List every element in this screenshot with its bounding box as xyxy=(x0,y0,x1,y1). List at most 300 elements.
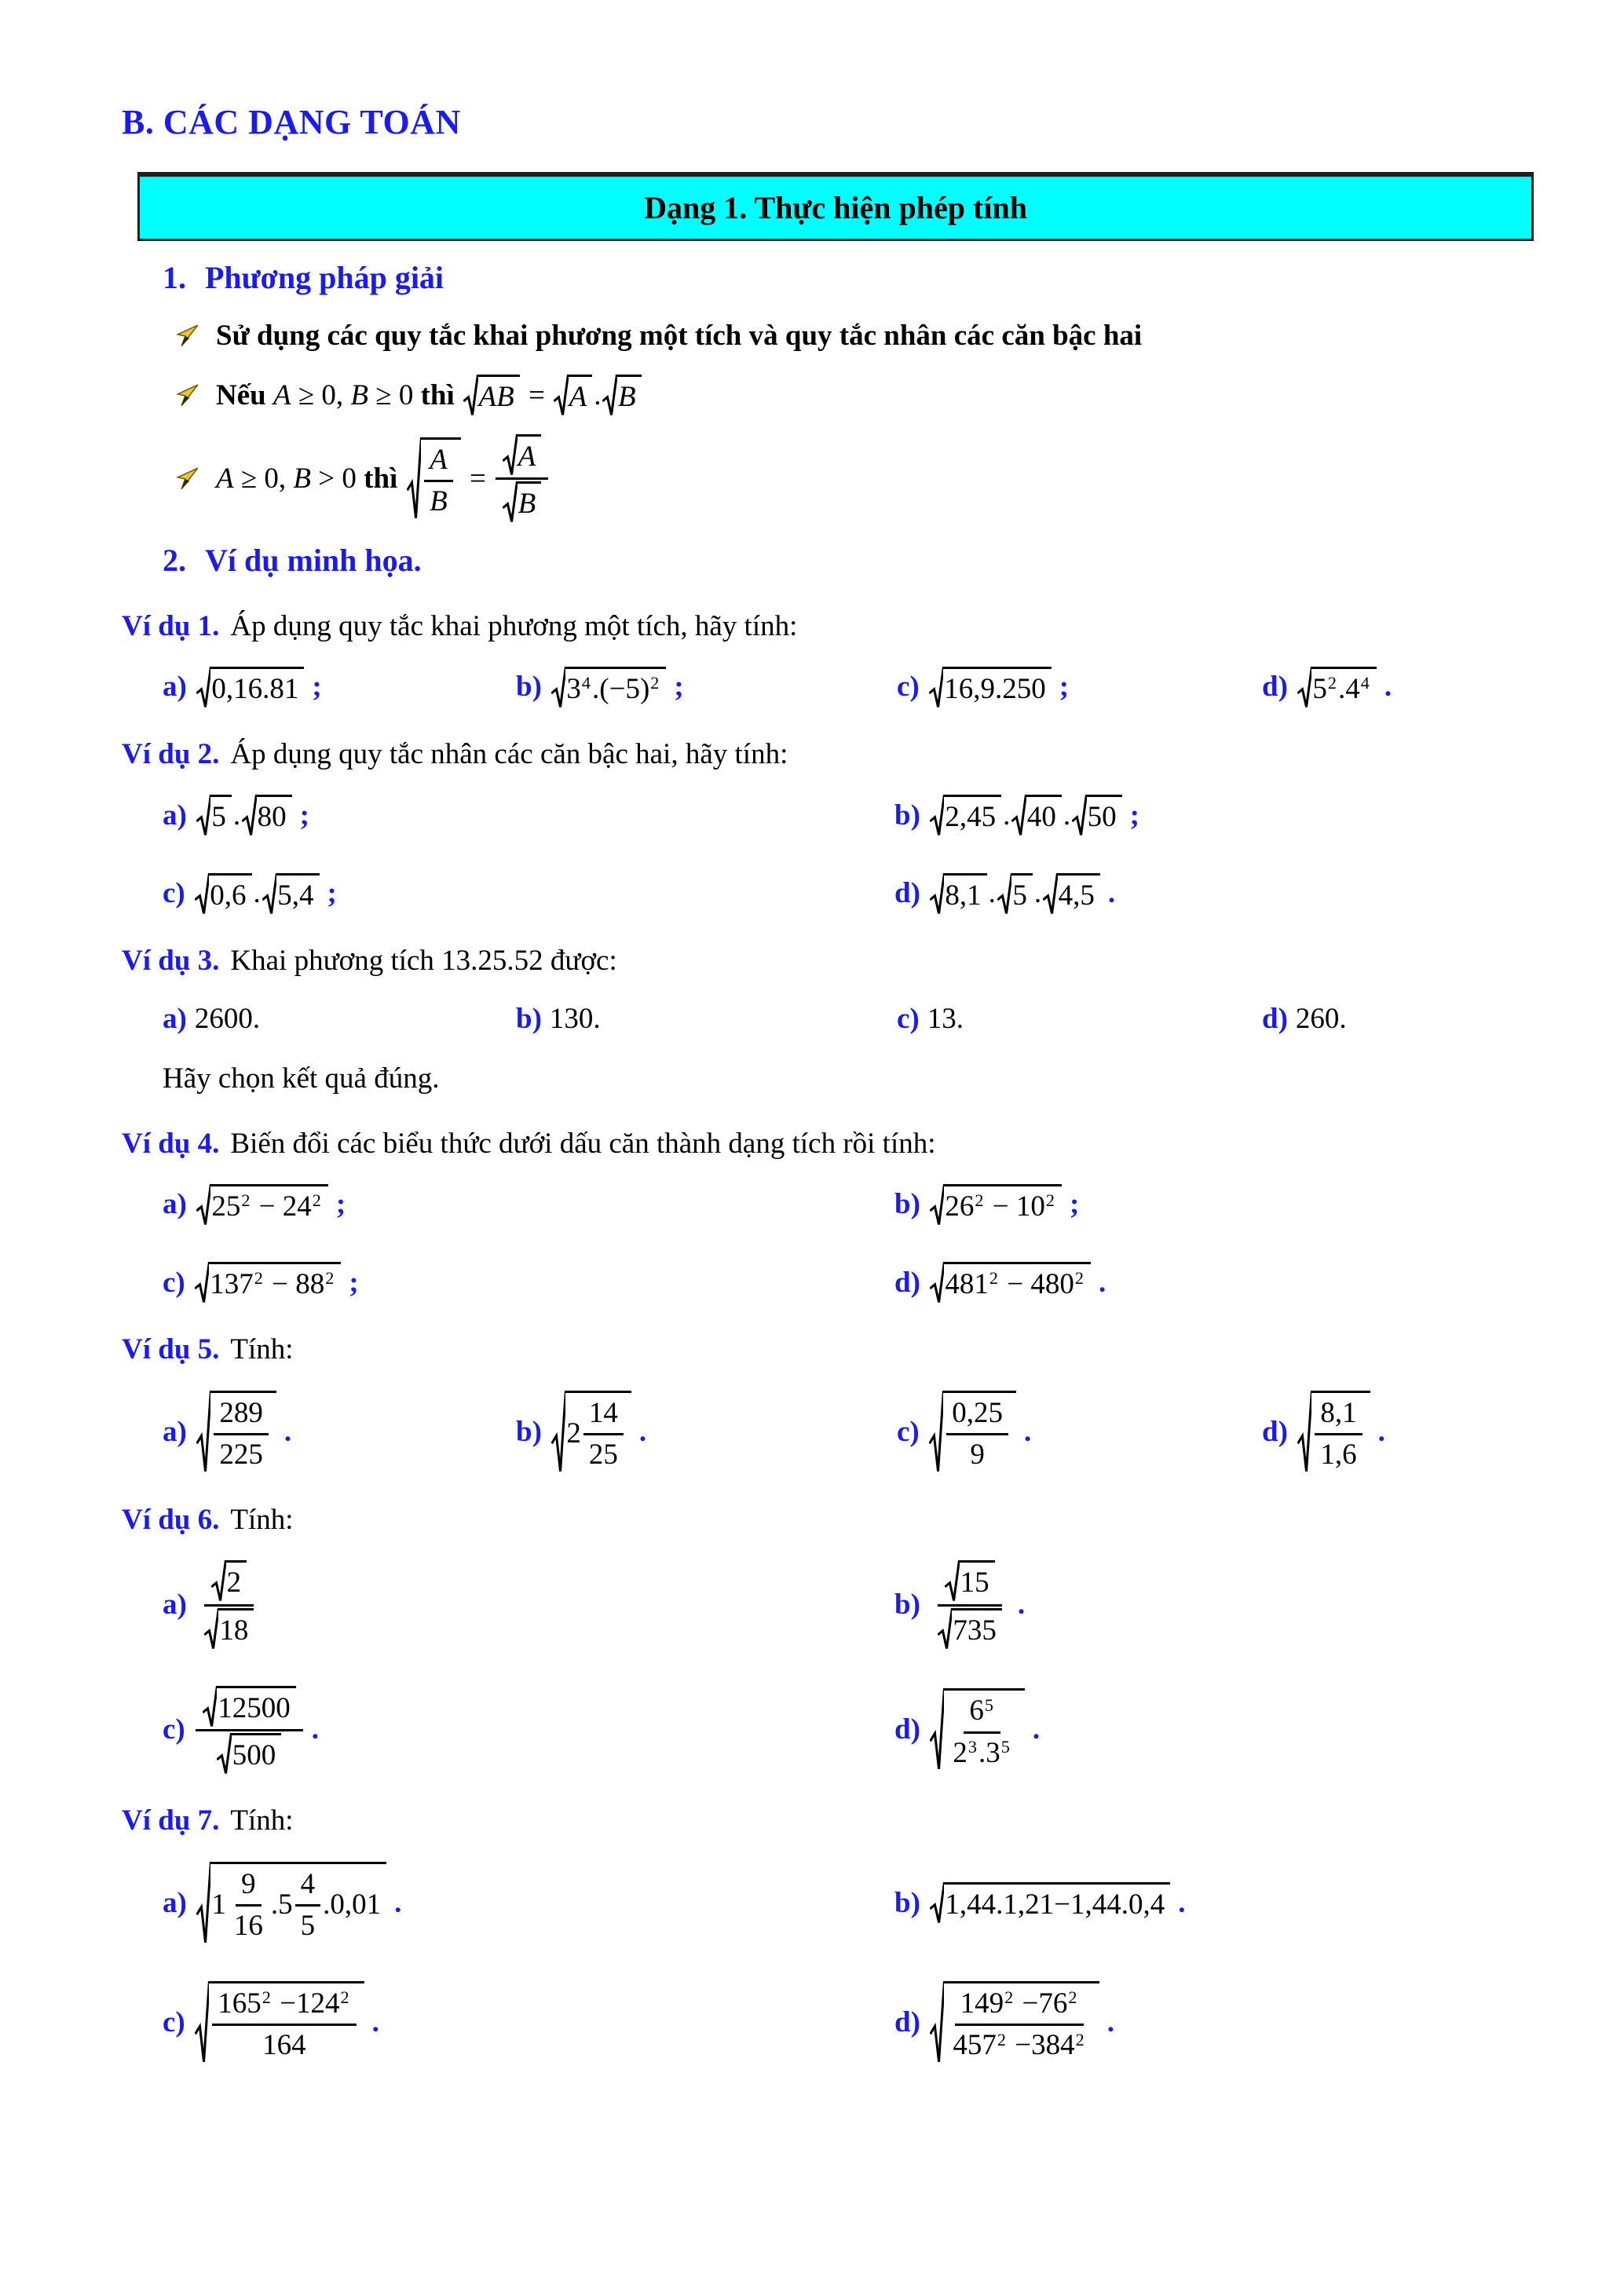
radical-sign-icon xyxy=(930,1184,945,1226)
option-punctuation: . xyxy=(1032,1713,1041,1746)
option-item xyxy=(516,1391,897,1475)
example-header xyxy=(122,1332,1538,1368)
fraction xyxy=(931,1560,1009,1650)
math-expression xyxy=(927,1391,1018,1475)
radicand: 12500 xyxy=(216,1686,296,1727)
radicand: AB xyxy=(477,375,520,416)
option-item xyxy=(163,1981,894,2065)
fraction xyxy=(214,1395,269,1474)
math-expression xyxy=(928,1882,1172,1924)
option-item xyxy=(163,1391,516,1475)
square-root xyxy=(196,667,305,708)
option-item xyxy=(163,1184,894,1226)
option-item xyxy=(516,1001,897,1037)
option-item xyxy=(163,1862,894,1946)
math-expression: 13. xyxy=(927,1003,964,1035)
math-expression xyxy=(928,1981,1101,2065)
denominator: 2 3 .3 5 xyxy=(953,1736,1010,1769)
option-item xyxy=(894,1184,1538,1226)
option-letter: d) xyxy=(1262,1003,1288,1035)
radicand: 5,4 xyxy=(276,873,319,915)
math-expression xyxy=(1296,667,1378,708)
option-punctuation: ; xyxy=(1069,1188,1080,1221)
example-options xyxy=(163,1560,1538,1775)
square-root xyxy=(204,1608,254,1650)
example-header xyxy=(122,1126,1538,1162)
math-expression xyxy=(928,1184,1063,1226)
radicand xyxy=(208,1981,364,2065)
option-item xyxy=(894,1560,1538,1650)
option-item xyxy=(894,873,1538,915)
method-bullet xyxy=(174,434,1538,524)
example-block xyxy=(122,1803,1538,2064)
radicand: 2 xyxy=(225,1560,247,1602)
square-root xyxy=(242,795,292,836)
example-block xyxy=(122,1502,1538,1775)
fraction xyxy=(295,1866,321,1945)
option-item xyxy=(894,1981,1538,2065)
radical-sign-icon xyxy=(196,667,211,708)
example-label: Ví dụ 3. xyxy=(122,944,220,977)
example-label: Ví dụ 7. xyxy=(122,1804,220,1837)
example-block xyxy=(122,1332,1538,1474)
arrow-bullet-icon xyxy=(174,323,200,349)
radical-sign-icon xyxy=(551,667,566,708)
example-block xyxy=(122,737,1538,915)
square-root xyxy=(211,1560,247,1602)
radical-sign-icon xyxy=(196,1184,211,1226)
radical-sign-icon xyxy=(938,1608,953,1650)
option-punctuation: ; xyxy=(335,1188,346,1221)
square-root xyxy=(217,1733,281,1775)
radical-sign-icon xyxy=(195,1981,210,2065)
radical-sign-icon xyxy=(930,873,945,915)
examples-heading-title: Ví dụ minh họa. xyxy=(205,542,422,578)
radicand: B xyxy=(616,375,642,416)
radical-sign-icon xyxy=(195,1262,210,1303)
radical-sign-icon xyxy=(242,795,257,836)
denominator xyxy=(496,480,548,523)
example-header xyxy=(122,609,1538,645)
example-intro: Tính: xyxy=(230,1333,294,1366)
radical-sign-icon xyxy=(211,1560,226,1602)
radical-sign-icon xyxy=(930,1882,945,1924)
fraction xyxy=(947,1986,1091,2064)
example-block xyxy=(122,1126,1538,1304)
example-label: Ví dụ 1. xyxy=(122,609,220,642)
radical-sign-icon xyxy=(929,667,944,708)
option-letter: b) xyxy=(894,1588,920,1621)
option-letter: a) xyxy=(163,1188,187,1221)
radicand: 735 xyxy=(951,1608,1002,1650)
square-root xyxy=(930,873,987,915)
radicand: 8,1 xyxy=(943,873,986,915)
option-punctuation: ; xyxy=(327,877,337,909)
radicand: 481 2 − 480 2 xyxy=(943,1262,1091,1303)
option-item xyxy=(1262,1001,1538,1037)
option-punctuation: . xyxy=(1377,1415,1385,1448)
numerator: 14 xyxy=(583,1395,624,1435)
denominator: B xyxy=(430,484,448,517)
radical-sign-icon xyxy=(503,481,518,523)
option-letter: a) xyxy=(163,1588,187,1621)
square-root xyxy=(503,481,541,523)
option-punctuation: ; xyxy=(312,671,322,704)
radicand xyxy=(942,1391,1016,1475)
math-expression xyxy=(195,667,306,708)
example-block xyxy=(122,609,1538,709)
option-letter: b) xyxy=(516,1003,542,1035)
fraction xyxy=(1315,1395,1362,1474)
denominator: 9 xyxy=(970,1438,985,1471)
square-root xyxy=(196,795,232,836)
square-root xyxy=(551,667,666,708)
page-heading: B. CÁC DẠNG TOÁN xyxy=(122,103,461,141)
math-expression xyxy=(195,1560,264,1650)
examples-list xyxy=(122,609,1538,2065)
option-letter: c) xyxy=(163,877,185,909)
radicand: 4,5 xyxy=(1057,873,1100,915)
option-letter: c) xyxy=(163,2006,185,2039)
fraction xyxy=(424,442,453,521)
square-root xyxy=(463,375,520,416)
square-root xyxy=(203,1686,296,1727)
math-expression xyxy=(927,667,1053,708)
option-letter: b) xyxy=(894,1188,920,1221)
radicand: 0,6 xyxy=(208,873,251,915)
math-expression: 8,1 . 5 . 4,5 xyxy=(928,873,1102,915)
example-label: Ví dụ 4. xyxy=(122,1127,220,1160)
example-intro: Áp dụng quy tắc nhân các căn bậc hai, hãy tính: xyxy=(230,738,788,770)
method-heading-number: 1. xyxy=(163,260,186,295)
square-root xyxy=(551,1391,631,1475)
option-punctuation: . xyxy=(371,2006,379,2039)
denominator: 25 xyxy=(588,1438,618,1471)
radicand: 50 xyxy=(1086,795,1122,836)
method-bullet xyxy=(174,375,1538,417)
option-punctuation: . xyxy=(283,1415,292,1448)
option-item xyxy=(163,1686,894,1775)
math-expression: 2600. xyxy=(194,1003,261,1035)
method-heading xyxy=(163,258,1538,298)
example-options xyxy=(163,1184,1538,1304)
radicand xyxy=(1311,1391,1370,1475)
radical-sign-icon xyxy=(930,795,945,836)
option-item xyxy=(894,1688,1538,1772)
banner-title: Dạng 1. Thực hiện phép tính xyxy=(644,189,1027,225)
math-expression xyxy=(193,1981,366,2065)
option-letter: c) xyxy=(163,1713,185,1746)
square-root xyxy=(945,1560,995,1602)
square-root xyxy=(1043,873,1100,915)
option-letter: c) xyxy=(897,671,920,704)
math-expression xyxy=(195,1391,278,1475)
option-letter: a) xyxy=(163,671,187,704)
denominator xyxy=(210,1731,288,1775)
radical-sign-icon xyxy=(997,873,1012,915)
option-punctuation: . xyxy=(1017,1588,1026,1621)
denominator: 1,6 xyxy=(1320,1438,1357,1471)
example-block xyxy=(122,943,1538,1098)
example-label: Ví dụ 2. xyxy=(122,738,220,770)
radicand: 40 xyxy=(1026,795,1062,836)
radical-sign-icon xyxy=(554,375,569,416)
arrow-bullet-icon xyxy=(174,382,200,409)
radical-sign-icon xyxy=(196,795,211,836)
square-root xyxy=(1072,795,1122,836)
denominator: 225 xyxy=(219,1438,263,1471)
radicand: 3 4 .(−5) 2 xyxy=(565,667,666,708)
fraction xyxy=(196,1686,303,1775)
math-expression: Sử dụng các quy tắc khai phương một tích và quy tắc nhân các căn bậc hai xyxy=(216,319,1143,352)
square-root xyxy=(930,1184,1062,1226)
option-item xyxy=(163,1262,894,1303)
example-options xyxy=(163,1391,1538,1475)
example-intro: Biến đổi các biểu thức dưới dấu căn thành dạng tích rồi tính: xyxy=(230,1127,936,1160)
option-letter: c) xyxy=(163,1266,185,1299)
option-item xyxy=(163,873,894,915)
square-root xyxy=(1011,795,1062,836)
option-letter: b) xyxy=(516,671,542,704)
example-options xyxy=(163,667,1538,708)
radical-sign-icon xyxy=(503,434,518,476)
square-root xyxy=(262,873,320,915)
numerator: 4 xyxy=(295,1866,321,1907)
numerator: 149 2 −76 2 xyxy=(955,1986,1084,2026)
numerator: 9 xyxy=(236,1866,262,1907)
option-item xyxy=(894,795,1538,836)
square-root xyxy=(195,1262,342,1303)
option-item xyxy=(163,795,894,836)
radicand: 2 $\frac{14}{25}$ xyxy=(565,1391,631,1475)
radicand: 15 xyxy=(959,1560,995,1602)
math-expression xyxy=(550,1391,633,1475)
radicand: 500 xyxy=(231,1733,282,1775)
example-intro: Khai phương tích 13.25.52 được: xyxy=(230,944,617,977)
method-bullet xyxy=(174,315,1538,357)
option-punctuation: . xyxy=(1024,1415,1032,1448)
option-punctuation: . xyxy=(638,1415,647,1448)
option-letter: d) xyxy=(1262,1415,1288,1448)
option-punctuation: ; xyxy=(674,671,684,704)
square-root xyxy=(929,667,1052,708)
example-header xyxy=(122,1502,1538,1538)
numerator: A xyxy=(424,442,453,482)
example-header xyxy=(122,737,1538,773)
example-header xyxy=(122,1803,1538,1839)
radical-sign-icon xyxy=(1043,873,1058,915)
denominator xyxy=(197,1607,262,1650)
square-root xyxy=(930,1981,1099,2065)
numerator xyxy=(196,1686,303,1731)
example-label: Ví dụ 6. xyxy=(122,1504,220,1536)
denominator: 164 xyxy=(262,2029,306,2062)
option-punctuation: . xyxy=(1384,671,1392,704)
radical-sign-icon xyxy=(1297,667,1312,708)
math-expression xyxy=(928,1688,1026,1772)
option-punctuation: . xyxy=(1098,1266,1106,1299)
arrow-bullet-icon xyxy=(174,466,200,492)
square-root xyxy=(195,873,252,915)
radical-sign-icon xyxy=(1072,795,1087,836)
option-letter: c) xyxy=(897,1003,920,1035)
option-letter: b) xyxy=(516,1415,542,1448)
square-root xyxy=(1297,1391,1370,1475)
radical-sign-icon xyxy=(203,1686,218,1727)
option-punctuation: ; xyxy=(1059,671,1070,704)
numerator xyxy=(938,1560,1002,1606)
square-root xyxy=(929,1391,1016,1475)
square-root xyxy=(1297,667,1377,708)
fraction xyxy=(583,1395,624,1474)
radicand: B xyxy=(517,481,542,523)
radicand: 25 2 − 24 2 xyxy=(210,1184,328,1226)
radicand: 80 xyxy=(256,795,292,836)
square-root xyxy=(196,1184,328,1226)
radicand: 18 xyxy=(218,1608,254,1650)
example-intro: Áp dụng quy tắc khai phương một tích, hãy tính: xyxy=(230,609,798,642)
math-expression xyxy=(195,1184,330,1226)
example-intro: Tính: xyxy=(230,1504,294,1536)
radical-sign-icon xyxy=(204,1608,219,1650)
radical-sign-icon xyxy=(930,1688,945,1772)
fraction xyxy=(496,434,548,524)
example-options xyxy=(163,795,1538,915)
radicand: 137 2 − 88 2 xyxy=(208,1262,341,1303)
option-punctuation: . xyxy=(1107,877,1116,909)
fraction xyxy=(946,1395,1008,1474)
math-expression xyxy=(193,1686,305,1775)
radicand: 16,9.250 xyxy=(942,667,1052,708)
denominator: 5 xyxy=(300,1909,316,1942)
radical-sign-icon xyxy=(930,1981,945,2065)
fraction xyxy=(229,1866,269,1945)
square-root xyxy=(195,1981,364,2065)
option-punctuation: ; xyxy=(299,799,309,832)
example-label: Ví dụ 5. xyxy=(122,1333,220,1366)
radicand: 1 $\frac{9}{16}$ .5 $\frac{4}{5}$ .0,01 xyxy=(210,1862,386,1946)
numerator xyxy=(204,1560,254,1606)
option-letter: c) xyxy=(897,1415,920,1448)
option-letter: d) xyxy=(894,1266,920,1299)
square-root xyxy=(503,434,541,476)
math-expression xyxy=(550,667,668,708)
radical-sign-icon xyxy=(217,1733,232,1775)
square-root xyxy=(554,375,592,416)
option-item xyxy=(894,1262,1538,1303)
radicand xyxy=(943,1981,1099,2065)
square-root xyxy=(930,1262,1091,1303)
option-punctuation: . xyxy=(311,1713,319,1746)
math-expression xyxy=(195,1862,388,1946)
radicand: 0,16.81 xyxy=(210,667,304,708)
denominator xyxy=(931,1607,1009,1650)
option-punctuation: . xyxy=(1178,1886,1186,1919)
radicand: 2,45 xyxy=(943,795,1001,836)
radical-sign-icon xyxy=(407,437,422,521)
square-root xyxy=(938,1608,1002,1650)
example-intro: Tính: xyxy=(230,1804,294,1837)
radical-sign-icon xyxy=(1011,795,1026,836)
option-letter: a) xyxy=(163,1003,187,1035)
examples-heading-number: 2. xyxy=(163,542,186,578)
option-punctuation: ; xyxy=(1129,799,1139,832)
square-root xyxy=(196,1391,276,1475)
radicand: 1,44.1,21−1,44.0,4 xyxy=(943,1882,1170,1924)
examples-heading xyxy=(163,541,1538,580)
numerator: 289 xyxy=(214,1395,269,1435)
radicand: 5 2 .4 4 xyxy=(1311,667,1376,708)
math-expression: 2,45 . 40 . 50 xyxy=(928,795,1124,836)
denominator: 16 xyxy=(233,1909,263,1942)
option-item xyxy=(516,667,897,708)
math-expression: 260. xyxy=(1295,1003,1347,1035)
numerator xyxy=(496,434,548,480)
square-root xyxy=(196,1862,386,1946)
math-expression xyxy=(928,1560,1011,1650)
radicand: 5 xyxy=(1011,873,1033,915)
square-root xyxy=(930,795,1001,836)
option-item xyxy=(897,667,1262,708)
radicand xyxy=(420,437,461,521)
math-expression: Nếu A ≥ 0, B ≥ 0 thì AB = A . B xyxy=(216,375,643,416)
option-item xyxy=(163,1560,894,1650)
option-item xyxy=(163,1001,516,1037)
radicand xyxy=(943,1688,1024,1772)
example-header xyxy=(122,943,1538,979)
option-letter: d) xyxy=(1262,671,1288,704)
option-letter: b) xyxy=(894,1886,920,1919)
example-options xyxy=(163,1001,1538,1037)
numerator: 8,1 xyxy=(1315,1395,1362,1435)
math-expression xyxy=(1296,1391,1372,1475)
option-letter: d) xyxy=(894,1713,920,1746)
option-letter: b) xyxy=(894,799,920,832)
option-item xyxy=(1262,667,1538,708)
radical-sign-icon xyxy=(1297,1391,1312,1475)
example-note: Hãy chọn kết quả đúng. xyxy=(163,1062,440,1095)
method-heading-title: Phương pháp giải xyxy=(205,260,444,295)
option-punctuation: . xyxy=(394,1886,402,1919)
radical-sign-icon xyxy=(929,1391,944,1475)
option-item xyxy=(897,1001,1262,1037)
radicand: A xyxy=(517,434,542,476)
option-letter: a) xyxy=(163,1415,187,1448)
math-expression: 5 . 80 xyxy=(195,795,294,836)
square-root xyxy=(930,1688,1025,1772)
option-letter: d) xyxy=(894,2006,920,2039)
fraction xyxy=(197,1560,262,1650)
math-expression: 0,6 . 5,4 xyxy=(193,873,321,915)
radicand xyxy=(210,1391,276,1475)
option-item xyxy=(897,1391,1262,1475)
radical-sign-icon xyxy=(551,1391,566,1475)
option-item xyxy=(894,1882,1538,1924)
option-item xyxy=(163,667,516,708)
radical-sign-icon xyxy=(602,375,617,416)
numerator: 165 2 −124 2 xyxy=(212,1986,356,2026)
option-item xyxy=(1262,1391,1538,1475)
radicand: 26 2 − 10 2 xyxy=(943,1184,1062,1226)
radical-sign-icon xyxy=(196,1862,211,1946)
math-expression: A ≥ 0, B > 0 thì $\frac{A}{B}$ = $\frac{A}{B}$ xyxy=(216,434,550,524)
numerator: 0,25 xyxy=(946,1395,1008,1435)
radical-sign-icon xyxy=(196,1391,211,1475)
option-letter: d) xyxy=(894,877,920,909)
radicand: A xyxy=(568,375,593,416)
radical-sign-icon xyxy=(945,1560,960,1602)
method-bullets xyxy=(174,315,1538,524)
